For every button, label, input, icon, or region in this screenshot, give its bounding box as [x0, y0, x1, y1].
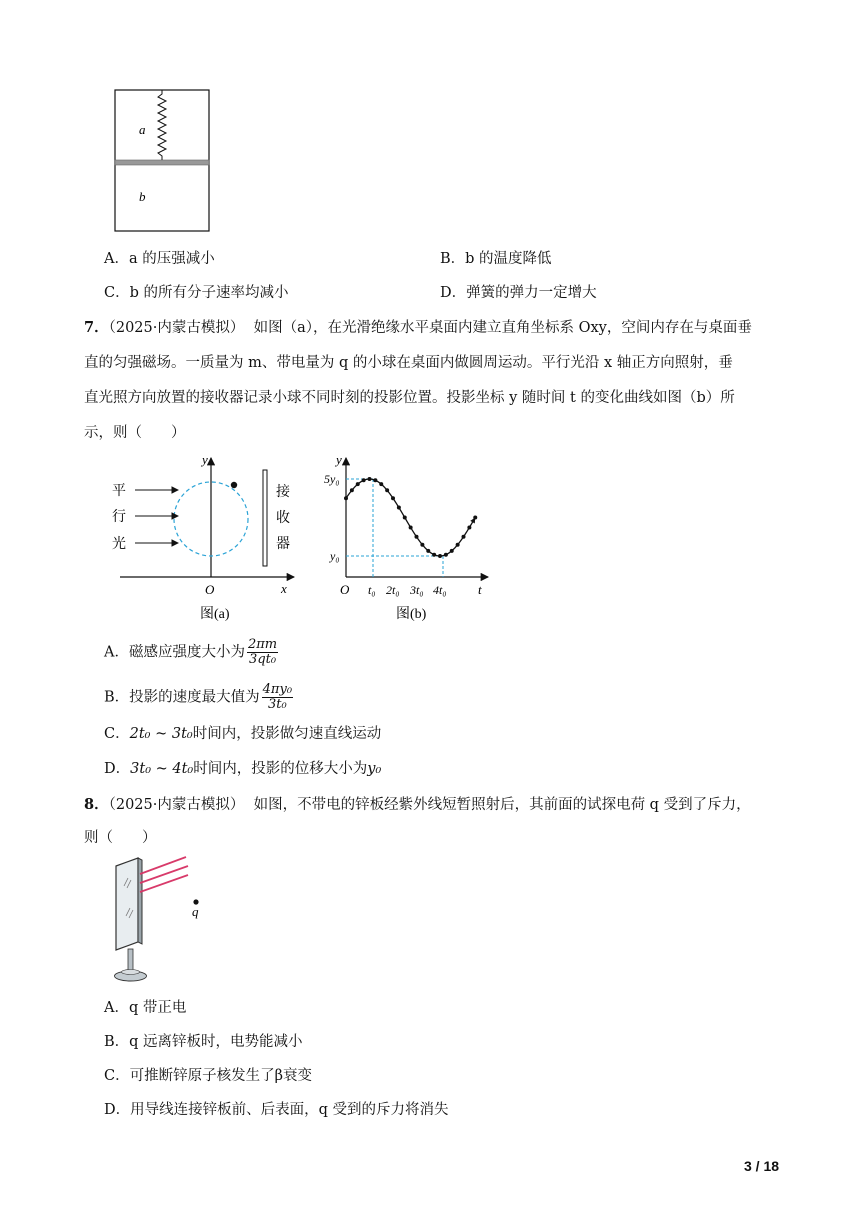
curve-sample-dot	[356, 482, 360, 486]
curve-sample-dot	[420, 543, 424, 547]
gas-a-label: a	[139, 122, 146, 137]
curve-sample-dot	[438, 554, 442, 558]
q8-option-c: C．可推断锌原子核发生了β衰变	[104, 1068, 312, 1084]
fig-b-ymin-label: y₀	[330, 549, 340, 563]
q7-stem-line1	[84, 318, 752, 338]
fig-b-axis-t: t	[478, 582, 482, 597]
q8-line2: 则（ ）	[84, 830, 157, 846]
q8-source: （2025·内蒙古模拟）	[108, 797, 245, 813]
fig-a-axis-y: y	[202, 452, 208, 467]
q7-option-b-text: B．投影的速度最大值为	[104, 689, 260, 706]
curve-sample-dot	[432, 553, 436, 557]
q7-option-a-denominator: 3qt₀	[249, 652, 277, 667]
q7-option-c-rest: 时间内，投影做匀速直线运动	[192, 726, 382, 742]
q7-option-d-end: y₀	[367, 761, 382, 777]
q7-line4: 示，则（ ）	[84, 425, 186, 441]
curve-sample-dot	[403, 516, 407, 520]
q6-option-c: C．b 的所有分子速率均减小	[104, 285, 289, 301]
q8-stem-line1	[84, 795, 751, 815]
q7-option-a-numerator: 2πm	[247, 637, 278, 652]
q7-line2: 直的匀强磁场。一质量为 m、带电量为 q 的小球在桌面内做圆周运动。平行光沿 x 轴正方向照射，垂	[84, 355, 733, 371]
curve-sample-dot	[391, 496, 395, 500]
q7-option-a-text: A．磁感应强度大小为	[104, 644, 245, 661]
page-number: 3 / 18	[744, 1158, 780, 1174]
q8-option-d: D．用导线连接锌板前、后表面，q 受到的斥力将消失	[104, 1102, 449, 1118]
q7-option-d	[104, 759, 381, 779]
light-char-3: 光	[112, 537, 126, 552]
curve-sample-dot	[362, 478, 366, 482]
q7-option-d-rest: 时间内，投影的位移大小为	[193, 761, 368, 777]
fig-b-axis-y: y	[336, 452, 342, 467]
fig-b-tick-4: 4t₀	[433, 583, 447, 597]
q7-option-a	[104, 638, 278, 667]
curve-sample-dot	[450, 549, 454, 553]
cylinder-spring-figure	[112, 88, 214, 234]
curve-sample-dot	[467, 525, 471, 529]
curve-sample-dot	[426, 549, 430, 553]
q7-option-c	[104, 724, 381, 744]
curve-sample-dot	[409, 525, 413, 529]
curve-sample-dot	[415, 535, 419, 539]
fig-a-axis-x: x	[281, 581, 287, 596]
q7-source: （2025·内蒙古模拟）	[108, 320, 245, 336]
q7-option-c-prefix: C．	[104, 726, 130, 742]
fig-a-origin: O	[205, 582, 215, 597]
fig-b-caption: 图(b)	[396, 607, 427, 622]
q7-option-d-math: 3t₀ ~ 4t₀	[130, 761, 194, 777]
curve-sample-dot	[373, 478, 377, 482]
fig-b-origin: O	[340, 582, 350, 597]
q6-option-b: B．b 的温度降低	[440, 251, 552, 267]
curve-sample-dot	[444, 553, 448, 557]
fig-b-tick-3: 3t₀	[410, 583, 424, 597]
zinc-plate-figure	[108, 852, 218, 986]
figure-a-circular-motion	[110, 452, 300, 627]
gas-b-label: b	[139, 189, 146, 204]
fig-b-tick-1: t₀	[368, 583, 376, 597]
q7-line3: 直光照方向放置的接收器记录小球不同时刻的投影位置。投影坐标 y 随时间 t 的变化曲线如图（b）所	[84, 390, 735, 406]
receiver-char-1: 接	[276, 485, 290, 500]
curve-sample-dot	[350, 488, 354, 492]
test-charge-label: q	[192, 904, 199, 919]
light-char-1: 平	[112, 484, 126, 499]
q7-number: 7．	[84, 319, 109, 336]
curve-sample-dot	[385, 488, 389, 492]
q7-option-b-denominator: 3t₀	[267, 697, 287, 712]
q7-option-b-fraction	[262, 683, 293, 712]
figure-b-projection-curve	[322, 452, 492, 627]
q8-number: 8．	[84, 796, 109, 813]
fig-b-tick-2: 2t₀	[386, 583, 400, 597]
curve-sample-dot	[397, 506, 401, 510]
fig-b-ymax-label: 5y₀	[324, 472, 340, 486]
q6-option-a: A．a 的压强减小	[104, 251, 215, 267]
q7-option-d-prefix: D．	[104, 761, 131, 777]
q7-option-a-fraction	[247, 638, 278, 667]
curve-sample-dot	[462, 535, 466, 539]
light-char-2: 行	[112, 510, 126, 525]
curve-sample-dot	[368, 477, 372, 481]
curve-sample-dot	[456, 543, 460, 547]
q7-option-b	[104, 683, 293, 712]
fig-a-caption: 图(a)	[200, 607, 230, 622]
receiver-char-2: 收	[276, 511, 290, 526]
q6-option-d: D．弹簧的弹力一定增大	[440, 285, 597, 301]
q7-option-b-numerator: 4πy₀	[262, 682, 293, 697]
q8-option-b: B．q 远离锌板时，电势能减小	[104, 1034, 303, 1050]
curve-sample-dot	[344, 496, 348, 500]
curve-sample-dot	[379, 482, 383, 486]
q7-option-c-math: 2t₀ ~ 3t₀	[129, 726, 193, 742]
receiver-char-3: 器	[276, 537, 290, 552]
q8-option-a: A．q 带正电	[104, 1000, 187, 1016]
q7-line1: 如图（a），在光滑绝缘水平桌面内建立直角坐标系 Oxy，空间内存在与桌面垂	[253, 320, 752, 336]
q8-line1: 如图，不带电的锌板经紫外线短暂照射后，其前面的试探电荷 q 受到了斥力，	[253, 797, 751, 813]
